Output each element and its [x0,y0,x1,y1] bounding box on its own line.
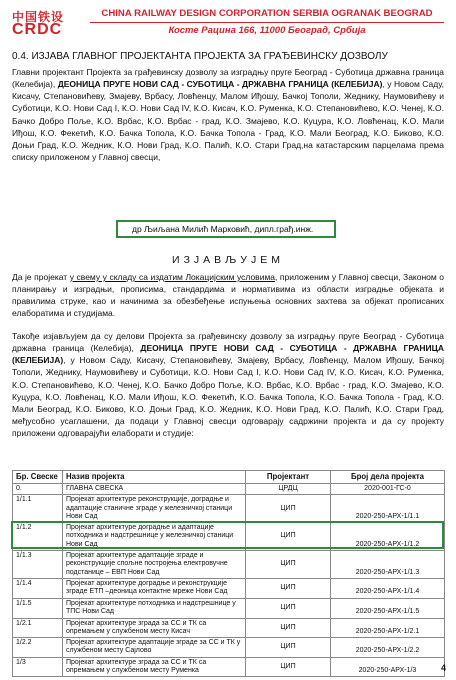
consistency-section-bold: ДЕОНИЦА ПРУГЕ НОВИ САД - СУБОТИЦА - ДРЖАВНА ГРАНИЦА (КЕЛЕБИЈА) [12,343,444,366]
cell-designer: ЦИП [246,495,331,523]
declaration-heading: ИЗЈАВЉУЈЕМ [172,254,284,266]
cell-designer: ЦИП [246,551,331,579]
cell-part-number: 2020-250-АРХ-1/1.3 [331,551,445,579]
cell-designer: ЦИП [246,598,331,618]
logo-latin-text: CRDC [12,21,63,38]
cell-part-number: 2020-250-АРХ-1/2.2 [331,638,445,658]
cell-volume-no: 1/2.1 [13,618,63,638]
cell-volume-no: 1/1.1 [13,495,63,523]
cell-part-number: 2020-250-АРХ-1/2.1 [331,618,445,638]
logo-chinese-text: 中国铁设 [12,10,65,24]
table-row [13,484,445,495]
header-project-name: Назив пројекта [63,471,246,484]
cell-project-name: Пројекат архитектуре зграда за СС и ТК са опремањем у службеном месту Руменка [63,657,246,677]
cell-volume-no: 1/1.4 [13,578,63,598]
cell-designer: ЦИП [246,657,331,677]
table-row [13,657,445,677]
company-name: CHINA RAILWAY DESIGN CORPORATION SERBIA OGRANAK BEOGRAD [101,8,433,19]
chief-designer-name: др Љиљана Милић Марковић, дипл.грађ.инж. [132,224,314,234]
declaration-text-c: , приложеним у Главној свесци, Законом о планирању и изградњи, прописима, стандардима и нормативима из области изградње објеката и правилима струке, као и начинима за обезбеђење испуњења основних захтева за објекат прописаних елаборатима и студијама. [12,272,444,319]
header-volume-no: Бр. Свеске [13,471,63,484]
row-highlight-box [11,521,444,549]
cell-project-name: Пројекат архитектуре реконструкције, доградње и адаптације станичне зграде у железничкој станици Нови Сад [63,495,246,523]
cell-designer: ЦРДЦ [246,484,331,495]
cell-project-name: Пројекат архитектуре доградње и реконструкције зграде ЕТП –деоница контактне мреже Нови Сад [63,578,246,598]
cell-project-name: Пројекат архитектуре доградње и адаптације потходника и надстрешнице у железничкој станици Нови Сад [63,523,246,551]
intro-text-a: Главни пројектант Пројекта за грађевинску дозволу за изградњу пруге Београд - Суботица државна граница (Келебија), [12,67,444,90]
cell-part-number: 2020-001-ГС-0 [331,484,445,495]
crdc-logo [12,8,76,42]
header-rule [90,22,444,23]
cell-part-number: 2020-250-АРХ-1/1.2 [331,523,445,551]
cell-volume-no: 0. [13,484,63,495]
intro-text-c: , у Новом Саду, Кисачу, Степановићеву, Змајеву, Врбасу, Ловћенцу, Малом Иђошу, Бачкој Тополи, Жеднику, Наумовићеву и Суботици, К.О. Нови Сад I, К.О. Нови Сад IV, К.О. Кисач, К.О. Руменка, К.О. Степановићево, К.О. Ченеј, К.О. Бачко Добро Поље, К.О. Врбас, К.О. Врбас - град, К.О. Змајево, К.О. Куцура, К.О. Ловћенац, К.О. Мали Иђош, К.О. Фекетић, К.О. Бачка Топола, К.О. Бачка Топола - Град, К.О. Мали Београд, К.О. Биково, К.О. Доњи Град, К.О. Жедник, К.О. Нови Град, К.О. Палић, К.О. Стари Град,на катастарским парцелама према списку приложеном у Главној свесци, [12,79,444,163]
cell-designer: ЦИП [246,523,331,551]
intro-section-bold: ДЕОНИЦА ПРУГЕ НОВИ САД - СУБОТИЦА - ДРЖАВНА ГРАНИЦА (КЕЛЕБИЈА) [57,79,383,90]
declaration-underlined-text: у свему у складу са издатим Локацијским условима [69,272,276,282]
company-address: Косте Рацина 166, 11000 Београд, Србија [168,25,366,36]
cell-project-name: Пројекат архитектуре адаптације зграде за СС и ТК у службеном месту Сајлово [63,638,246,658]
header-part-number: Број дела пројекта [331,471,445,484]
cell-part-number: 2020-250-АРХ-1/1.5 [331,598,445,618]
page-number: 4 [440,663,446,673]
table-row [13,495,445,523]
cell-designer: ЦИП [246,578,331,598]
cell-volume-no: 1/1.5 [13,598,63,618]
consistency-text-c: , у Новом Саду, Кисачу, Степановићеву, Змајеву, Врбасу, Ловћенцу, Малом Иђошу, Бачкој Тополи, Жеднику, Наумовићеву и Суботици, К.О. Нови Сад I, К.О. Нови Сад IV, К.О. Кисач, К.О. Руменка, К.О. Степановићево, К.О. Ченеј, К.О. Бачко Добро Поље, К.О. Врбас, К.О. Врбас - град, К.О. Змајево, К.О. Куцура, К.О. Ловћенац, К.О. Мали Иђош, К.О. Фекетић, К.О. Бачка Топола, К.О. Бачка Топола - Град, К.О. Мали Београд, К.О. Биково, К.О. Доњи Град, К.О. Жедник, К.О. Нови Град, К.О. Палић, К.О. Стари Град, међусобно усаглашени, да подаци у Главној свесци одговарају садржини пројекта и да су пројекту приложени одговарајући елаборати и студије: [12,355,444,439]
cell-project-name: Пројекат архитектуре потходника и надстрешнице у ТПС Нови Сад [63,598,246,618]
intro-paragraph [12,66,444,163]
cell-designer: ЦИП [246,618,331,638]
table-row [13,638,445,658]
cell-part-number: 2020-250-АРХ-1/1.4 [331,578,445,598]
cell-volume-no: 1/1.3 [13,551,63,579]
project-parts-table [12,470,445,677]
cell-volume-no: 1/1.2 [13,523,63,551]
consistency-paragraph [12,330,444,439]
table-header-row [13,471,445,484]
section-title: 0.4. ИЗЈАВА ГЛАВНОГ ПРОЈЕКТАНТА ПРОЈЕКТА ЗА ГРАЂЕВИНСКУ ДОЗВОЛУ [12,51,388,62]
cell-designer: ЦИП [246,638,331,658]
header-designer: Пројектант [246,471,331,484]
cell-part-number: 2020-250-АРХ-1/1.1 [331,495,445,523]
table-row [13,618,445,638]
declaration-paragraph [12,271,444,320]
cell-project-name: Пројекат архитектуре адаптације зграде и реконструкције спољне постројења електровучне подстанице – ЕВП Нови Сад [63,551,246,579]
table-row [13,598,445,618]
cell-project-name: Пројекат архитектуре зграда за СС и ТК са опремањем у службеном месту Кисач [63,618,246,638]
cell-volume-no: 1/3 [13,657,63,677]
consistency-text-a: Такође изјављујем да су делови Пројекта за грађевинску дозволу за изградњу пруге Београд - Суботица државна граница (Келебија), [12,331,444,354]
page-header [12,6,444,42]
cell-volume-no: 1/2.2 [13,638,63,658]
declaration-text-a: Да је пројекат [12,272,70,282]
cell-project-name: ГЛАВНА СВЕСКА [63,484,246,495]
table-row [13,551,445,579]
table-row [13,578,445,598]
cell-part-number: 2020-250-АРХ-1/3 [331,657,445,677]
